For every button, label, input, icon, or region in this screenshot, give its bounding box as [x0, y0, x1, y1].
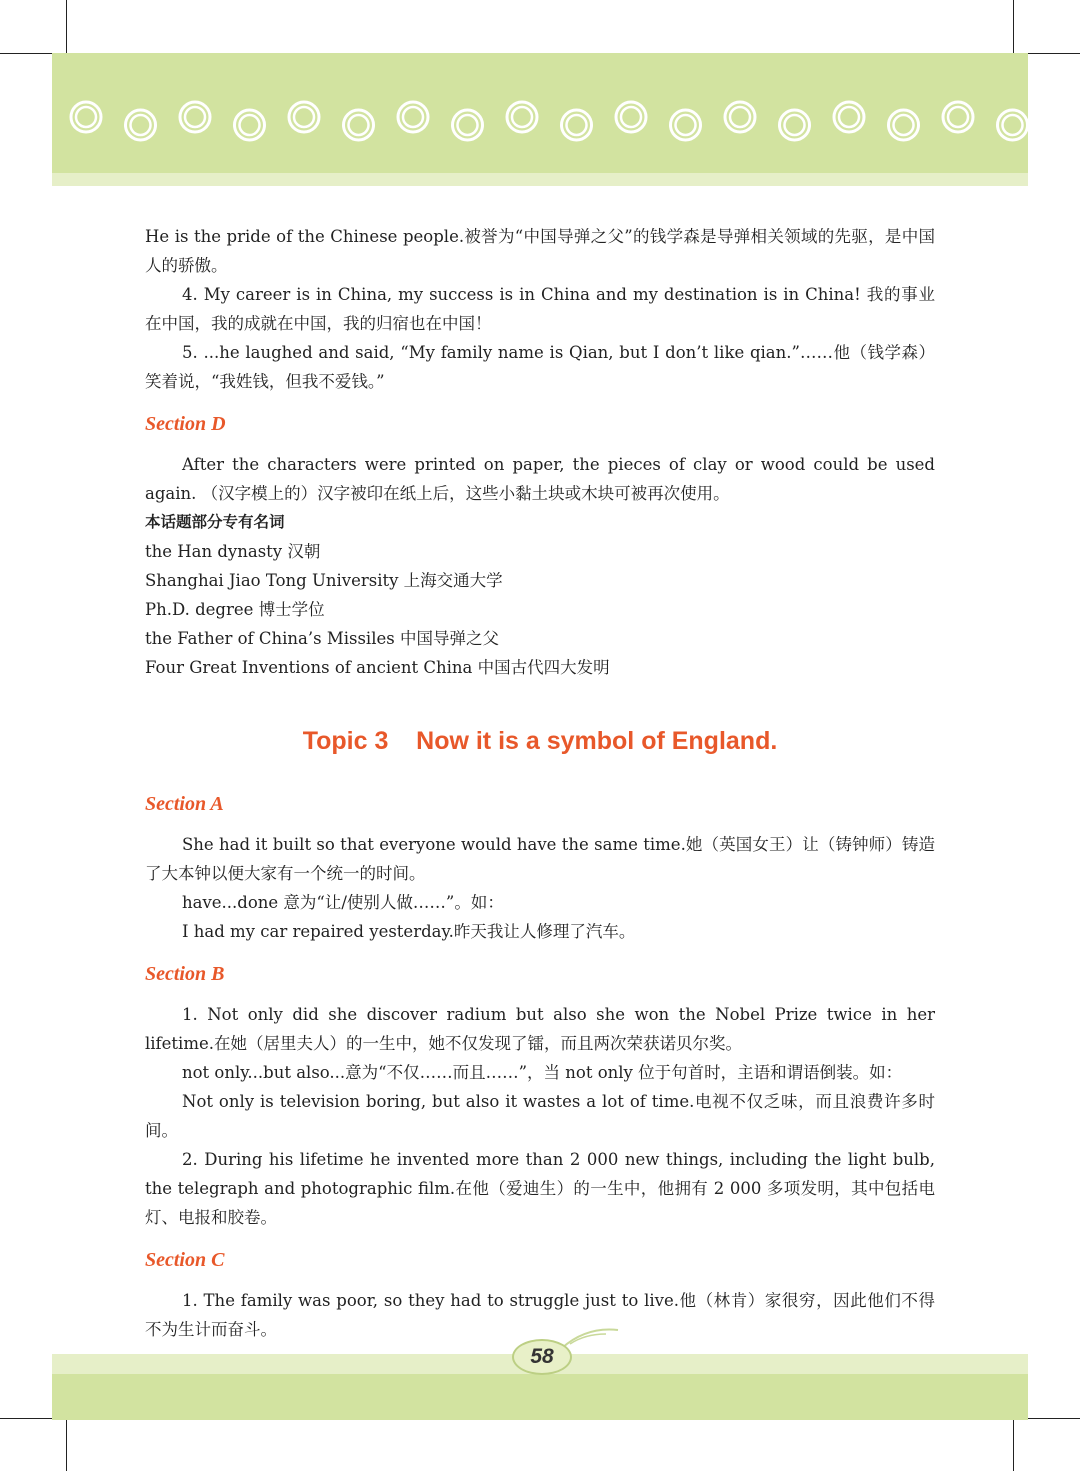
body-paragraph: 5. ...he laughed and said, “My family name is Qian, but I don’t like qian.”……他（钱学森）笑着说，“我姓钱，但我不爱钱。” [145, 343, 935, 391]
ring-icon [398, 102, 428, 132]
body-paragraph: After the characters were printed on paper, the pieces of clay or wood could be used again. （汉字模上的）汉字被印在纸上后，这些小黏土块或木块可被再次使用。 [145, 455, 935, 503]
crop-mark [1013, 1415, 1014, 1471]
header-band-strip [52, 173, 1028, 186]
crop-mark [66, 0, 67, 60]
body-paragraph: the Han dynasty 汉朝 [145, 542, 321, 561]
body-paragraph: I had my car repaired yesterday.昨天我让人修理了汽车。 [182, 922, 636, 941]
ring-icon [507, 102, 537, 132]
ring-icon [780, 110, 810, 140]
body-paragraph: She had it built so that everyone would have the same time.她（英国女王）让（铸钟师）铸造了大本钟以便大家有一个统一的时间。 [145, 835, 935, 883]
body-paragraph: 1. Not only did she discover radium but also she won the Nobel Prize twice in her lifetime.在她（居里夫人）的一生中，她不仅发现了镭，而且两次荣获诺贝尔奖。 [145, 1005, 935, 1053]
ring-icon [562, 110, 592, 140]
ring-icon [616, 102, 646, 132]
body-paragraph: Not only is television boring, but also it wastes a lot of time.电视不仅乏味，而且浪费许多时间。 [145, 1092, 935, 1140]
body-paragraph: Four Great Inventions of ancient China 中国古代四大发明 [145, 658, 610, 677]
ring-decoration [52, 53, 1028, 173]
body-paragraph: Shanghai Jiao Tong University 上海交通大学 [145, 571, 503, 590]
glossary-heading: 本话题部分专有名词 [145, 513, 285, 531]
ring-icon [453, 110, 483, 140]
body-paragraph: 4. My career is in China, my success is in China and my destination is in China! 我的事业在中国，我的成就在中国，我的归宿也在中国！ [145, 285, 935, 333]
ring-icon [180, 102, 210, 132]
crop-mark [66, 1415, 67, 1471]
body-paragraph: Ph.D. degree 博士学位 [145, 600, 325, 619]
body-paragraph: 2. During his lifetime he invented more than 2 000 new things, including the light bulb, the telegraph and photographic film.在他（爱迪生）的一生中，他拥有 2 000 多项发明，其中包括电灯、电报和胶卷。 [145, 1150, 935, 1227]
section-heading: Section C [145, 1249, 225, 1271]
section-heading: Section D [145, 413, 226, 435]
ring-icon [943, 102, 973, 132]
ring-icon [344, 110, 374, 140]
ring-icon [725, 102, 755, 132]
ring-icon [71, 102, 101, 132]
body-paragraph: have...done 意为“让/使别人做……”。如： [182, 893, 504, 912]
ring-icon [834, 102, 864, 132]
ring-icon [126, 110, 156, 140]
ring-icon [998, 110, 1028, 140]
page-content [145, 222, 935, 1344]
topic-title: Topic 3 Now it is a symbol of England. [302, 727, 778, 755]
crop-mark [1013, 0, 1014, 60]
ring-icon [671, 110, 701, 140]
body-paragraph: not only...but also...意为“不仅……而且……”，当 not only 位于句首时，主语和谓语倒装。如： [182, 1063, 903, 1082]
body-paragraph: He is the pride of the Chinese people.被誉为“中国导弹之父”的钱学森是导弹相关领域的先驱，是中国人的骄傲。 [145, 227, 935, 275]
ring-icon [889, 110, 919, 140]
section-heading: Section B [145, 963, 225, 985]
body-paragraph: 1. The family was poor, so they had to struggle just to live.他（林肯）家很穷，因此他们不得不为生计而奋斗。 [145, 1291, 935, 1339]
ring-icon [235, 110, 265, 140]
body-paragraph: the Father of China’s Missiles 中国导弹之父 [145, 629, 499, 648]
section-heading: Section A [145, 793, 224, 815]
page-number: 58 [530, 1345, 554, 1368]
footer-band [52, 1374, 1028, 1420]
ring-icon [289, 102, 319, 132]
